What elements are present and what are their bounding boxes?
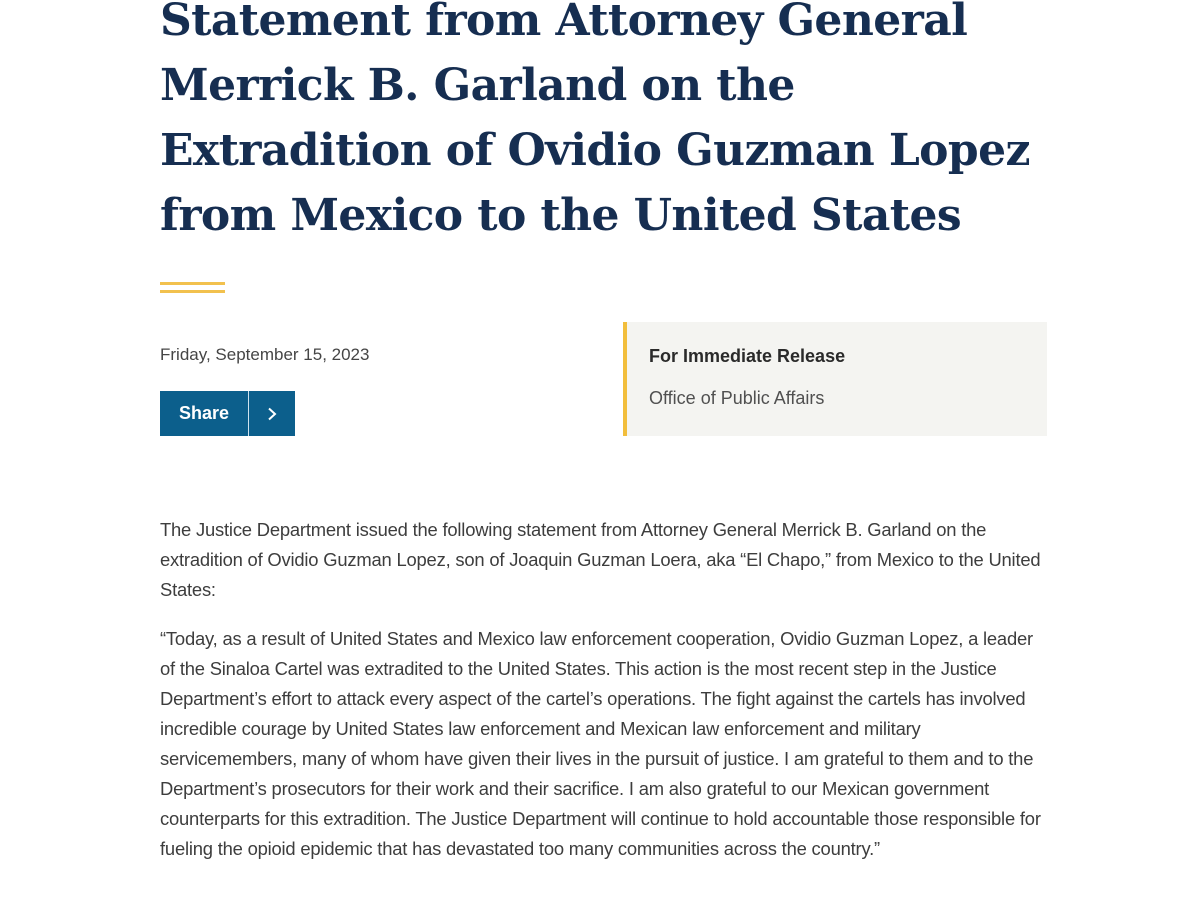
page-title: Statement from Attorney General Merrick B. Garland on the Extradition of Ovidio Guzman Lopez from Mexico to the United States [160, 0, 1030, 241]
share-button-label: Share [178, 403, 230, 423]
title-accent-rule-top [160, 282, 225, 285]
title-accent-rule-bottom [160, 290, 225, 293]
release-info-box [623, 322, 1047, 436]
release-type-label: For Immediate Release [649, 346, 846, 366]
article-paragraph-quote: “Today, as a result of United States and Mexico law enforcement cooperation, Ovidio Guzman Lopez, a leader of the Sinaloa Cartel was extradited to the United States. This action is the most recent step in the Justice Department’s effort to attack every aspect of the cartel’s operations. The fight against the cartels has involved incredible courage by United States law enforcement and Mexican law enforcement and military servicemembers, many of whom have given their lives in the pursuit of justice. I am grateful to them and to the Department’s prosecutors for their work and their sacrifice. I am also grateful to our Mexican government counterparts for this extradition. The Justice Department will continue to hold accountable those responsible for fueling the opioid epidemic that has devastated too many communities across the country.” [160, 628, 1041, 859]
release-office-label: Office of Public Affairs [649, 388, 825, 408]
article-paragraph-intro: The Justice Department issued the following statement from Attorney General Merrick B. Garland on the extradition of Ovidio Guzman Lopez, son of Joaquin Guzman Loera, aka “El Chapo,” from Mexico to the United States: [160, 519, 1041, 600]
chevron-right-icon[interactable] [249, 391, 295, 436]
article-body [160, 515, 1050, 883]
share-button[interactable] [160, 391, 295, 436]
publish-date: Friday, September 15, 2023 [160, 345, 370, 364]
